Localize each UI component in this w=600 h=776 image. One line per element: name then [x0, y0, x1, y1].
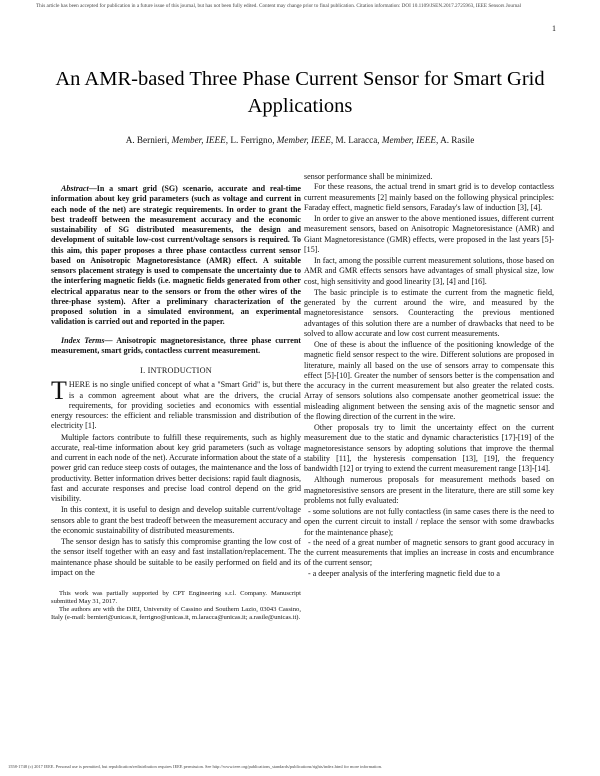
paper-title: An AMR-based Three Phase Current Sensor for Smart Grid Applications	[55, 68, 545, 117]
author-role: Member, IEEE	[276, 135, 331, 145]
author-list: A. Bernieri, Member, IEEE, L. Ferrigno, Member, IEEE, M. Laracca, Member, IEEE, A. Rasile	[125, 135, 475, 145]
list-item: - the need of a great number of magnetic sensors to grant good accuracy in the current measurements that implies an increase in costs and encumbrance of the current sensor;	[304, 537, 554, 568]
author-name: A. Bernieri	[125, 135, 168, 145]
intro-paragraph: Multiple factors contribute to fulfill these requirements, such as highly accurate, real-time information about key grid parameters (such as voltage and current in each node of the net). Accurate information about the state of a power grid can reduce steep costs of outages, the maintenance and the loss of productivity. Better information drives better decisions: rapid fault diagnosis, fast and accurate responses and precise load control depend on the grid visibility.	[51, 432, 301, 503]
journal-header-note: This article has been accepted for publication in a future issue of this journal, but has not been fully edited. Content may change prior to final publication. Citation information: DOI 10.1109/JSEN.2017.2725963, IEEE Sensors Journal	[36, 3, 522, 9]
index-terms-text: — Anisotropic magnetoresistance, three phase current measurement, smart grids, contactless current measurement.	[51, 335, 301, 355]
left-column	[51, 184, 301, 622]
abstract	[51, 184, 301, 328]
list-item: - a deeper analysis of the interfering magnetic field due to a	[308, 568, 500, 578]
author-name: L. Ferrigno	[230, 135, 273, 145]
abstract-text: —In a smart grid (SG) scenario, accurate and real-time information about key grid parameters (such as voltage and current in each node of the net) are strategic requirements. In order to grant the best tradeoff between the measurement accuracy and the economic sustainability of SG distributed measurements, the design and development of suitable low-cost current/voltage sensors is required. To this aim, this paper proposes a three phase contactless current sensor based on Anisotropic Magnetoresistance (AMR) effect. A suitable sensors placement strategy is used to compensate the uncertainty due to the interfering magnetic fields (i.e. magnetic fields generated from other electrical apparatus near to the sensors or from the other wires of the three-phase system). After a preliminary characterization of the proposed solution in a simulated environment, an experimental validation is carried out and reported in the paper.	[51, 184, 301, 327]
footnote: The authors are with the DIEI, University of Cassino and Southern Lazio, 03043 Cassino, Italy (e-mail: bernieri@unicas.it, ferrigno@unicas.it, m.laracca@unicas.it; a.rasile@unicas.it).	[51, 606, 301, 621]
footnote: This work was partially supported by CPT Engineering s.r.l. Company. Manuscript submitted May 31, 2017.	[51, 590, 301, 605]
author-name: M. Laracca	[335, 135, 378, 145]
body-paragraph: Although numerous proposals for measurement methods based on magnetoresistive sensors are present in the literature, there are still some key problems not fully evaluated:	[304, 475, 554, 505]
footnotes	[51, 590, 301, 622]
body-continuation: sensor performance shall be minimized.	[304, 172, 433, 181]
right-column	[304, 172, 554, 579]
body-paragraph: Other proposals try to limit the uncertainty effect on the current measurement due to the static and dynamic characteristics [17]-[19] of the magnetoresistance sensors by adopting solutions that improve the thermal stability [11], the hysteresis compensation [13], [19], the frequency bandwidth [12] or trying to extend the current measurement range [13]-[14].	[304, 423, 554, 473]
body-paragraph: In order to give an answer to the above mentioned issues, different current measurement sensors, based on Anisotropic Magnetoresistance (AMR) and Giant Magnetoresistance (GMR) effects, were proposed in the last years [5]-[15].	[304, 214, 554, 254]
section-heading-introduction: I. INTRODUCTION	[140, 366, 212, 375]
body-paragraph: For these reasons, the actual trend in smart grid is to develop contactless current measurements [2] mainly based on the following physical principles: Faraday effect, magnetic field sensors, Faraday's law of induction [3], [4].	[304, 182, 554, 212]
index-terms-lead: Index Terms	[61, 335, 105, 345]
body-paragraph: In fact, among the possible current measurement solutions, those based on AMR and GMR effects sensors have advantages of small physical size, low cost, high sensitivity and good linearity [3], [4] and [16].	[304, 256, 554, 286]
author-role: Member, IEEE	[171, 135, 226, 145]
index-terms	[51, 336, 301, 357]
drop-cap: T	[51, 376, 67, 406]
body-paragraph: One of these is about the influence of the positioning knowledge of the magnetic field sensor respect to the wire. Different solutions are proposed in literature, mainly all based on the use of sensors array to compensate this effect [5]-[10]. Greater the number of sensors better is the compensation and the accuracy in the current measurement but also greater the related costs. Array of sensors solutions also compensate another geometrical issue: the misleading alignment between the sensing axis of the magnetic sensor and the flowing direction of the current in the wire.	[304, 340, 554, 421]
author-role: Member, IEEE	[381, 135, 436, 145]
abstract-lead: Abstract	[61, 184, 89, 193]
page-number: 1	[552, 24, 556, 33]
body-paragraph: The basic principle is to estimate the current from the magnetic field, generated by the current around the wire, and measured by the magnetoresistance sensors. Counteracting the previous mentioned advantages of this solution there are a number of drawbacks that need to be solved to allow accurate and low cost current measurements.	[304, 287, 554, 338]
intro-paragraph	[51, 376, 301, 431]
copyright-footer: 1558-1748 (c) 2017 IEEE. Personal use is permitted, but republication/redistribution requires IEEE permission. See http://www.ieee.org/publications_standards/publications/rights/index.html for more information.	[8, 764, 382, 769]
list-item: - some solutions are not fully contactless (in same cases there is the need to open the current circuit to install / replace the sensor with some drawbacks for the maintenance phase);	[304, 507, 554, 537]
intro-paragraph: In this context, it is useful to design and develop suitable current/voltage sensors able to grant the best tradeoff between the measurement accuracy and the economic sustainability of distributed measurements.	[51, 505, 301, 535]
author-name: A. Rasile	[440, 135, 475, 145]
intro-paragraph: The sensor design has to satisfy this compromise granting the low cost of the sensor itself together with an easy and fast installation/replacement. The maintenance phase should be suitable to be easily performed on field and its impact on the	[51, 537, 301, 577]
intro-first-text: HERE is no single unified concept of what a "Smart Grid" is, but there is a common agreement about what are the drivers, the crucial requirements, for providing societies and economics with essential energy resources: the efficient and reliable transmission and distribution of electricity [1].	[51, 380, 301, 431]
